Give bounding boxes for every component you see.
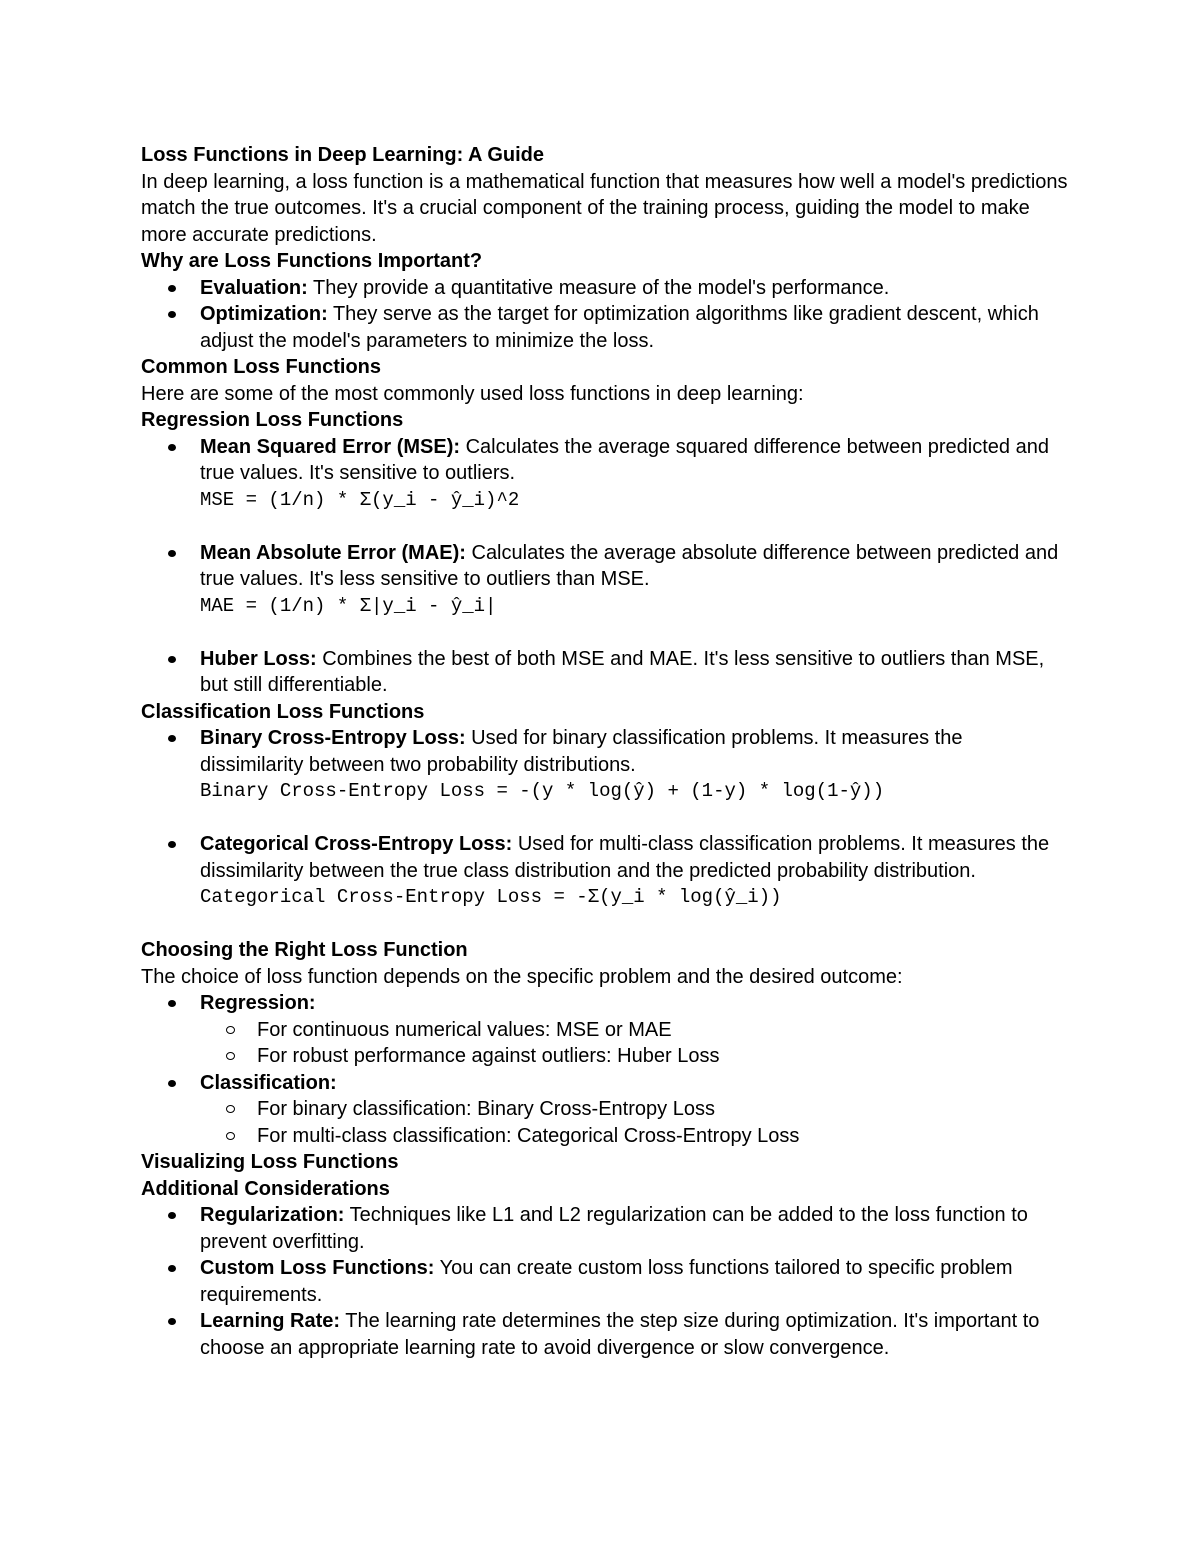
item-term: Classification:: [200, 1071, 337, 1094]
sub-list: [200, 1017, 1071, 1070]
list-item: [141, 990, 1071, 1070]
item-term: Evaluation:: [200, 276, 308, 299]
list-item: [141, 275, 1071, 302]
item-text: Calculates the average absolute difference between predicted and true values. It's less sensitive to outliers than MSE.: [200, 541, 1059, 590]
item-term: Huber Loss:: [200, 647, 317, 670]
list-item: [141, 1308, 1071, 1361]
item-term: Binary Cross-Entropy Loss:: [200, 727, 466, 749]
list-item: [141, 646, 1071, 699]
item-term: Optimization:: [200, 303, 328, 325]
classification-list: [141, 725, 1071, 937]
why-list: [141, 275, 1071, 355]
item-term: Regression:: [200, 992, 316, 1014]
common-heading: Common Loss Functions: [141, 356, 381, 378]
list-item: [141, 434, 1071, 540]
list-item: [141, 301, 1071, 354]
mse-formula: MSE = (1/n) * Σ(y_i - ŷ_i)^2: [200, 488, 520, 511]
item-text: They provide a quantitative measure of the model's performance.: [307, 276, 890, 299]
regression-list: [141, 434, 1071, 699]
sub-list-item: For multi-class classification: Categorical Cross-Entropy Loss: [200, 1123, 1071, 1150]
list-item: [141, 1255, 1071, 1308]
item-text: Calculates the average squared difference between predicted and true values. It's sensitive to outliers.: [200, 435, 1049, 484]
sub-list-item: For binary classification: Binary Cross-Entropy Loss: [200, 1096, 1071, 1123]
item-text: Techniques like L1 and L2 regularization can be added to the loss function to prevent overfitting.: [200, 1204, 1028, 1253]
intro-paragraph: In deep learning, a loss function is a mathematical function that measures how well a model's predictions match the true outcomes. It's a crucial component of the training process, guiding the model to make more accurate predictions.: [141, 170, 1068, 246]
document-page: [141, 142, 1071, 1361]
list-item: [141, 725, 1071, 831]
cce-formula: Categorical Cross-Entropy Loss = -Σ(y_i * log(ŷ_i)): [200, 886, 782, 908]
item-text: You can create custom loss functions tailored to specific problem requirements.: [200, 1257, 1013, 1306]
choosing-paragraph: The choice of loss function depends on the specific problem and the desired outcome:: [141, 965, 903, 988]
list-item: [141, 1202, 1071, 1255]
item-text: They serve as the target for optimization algorithms like gradient descent, which adjust the model's parameters to minimize the loss.: [200, 303, 1039, 352]
item-text: Combines the best of both MSE and MAE. It's less sensitive to outliers than MSE, but still differentiable.: [200, 647, 1045, 696]
sub-list-item: For continuous numerical values: MSE or MAE: [200, 1017, 1071, 1044]
item-text: Used for multi-class classification problems. It measures the dissimilarity between the true class distribution and the predicted probability distribution.: [200, 833, 1050, 882]
additional-heading: Additional Considerations: [141, 1177, 390, 1200]
regression-heading: Regression Loss Functions: [141, 409, 404, 431]
item-term: Categorical Cross-Entropy Loss:: [200, 833, 513, 855]
list-item: [141, 540, 1071, 646]
choosing-heading: Choosing the Right Loss Function: [141, 939, 468, 961]
classification-heading: Classification Loss Functions: [141, 700, 425, 723]
choosing-list: [141, 990, 1071, 1149]
item-term: Regularization:: [200, 1204, 345, 1226]
why-heading: Why are Loss Functions Important?: [141, 250, 483, 272]
list-item: [141, 1070, 1071, 1150]
spacer: [200, 805, 1071, 832]
item-term: Mean Squared Error (MSE):: [200, 435, 461, 458]
item-text: The learning rate determines the step size during optimization. It's important to choose an appropriate learning rate to avoid divergence or slow convergence.: [200, 1310, 1040, 1359]
sub-list-item: For robust performance against outliers: Huber Loss: [200, 1043, 1071, 1070]
spacer: [200, 911, 1071, 938]
list-item: [141, 831, 1071, 937]
item-term: Custom Loss Functions:: [200, 1257, 435, 1279]
common-paragraph: Here are some of the most commonly used loss functions in deep learning:: [141, 382, 804, 405]
spacer: [200, 513, 1071, 540]
item-term: Learning Rate:: [200, 1310, 341, 1332]
sub-list: [200, 1096, 1071, 1149]
document-title: Loss Functions in Deep Learning: A Guide: [141, 144, 544, 166]
bce-formula: Binary Cross-Entropy Loss = -(y * log(ŷ) + (1-y) * log(1-ŷ)): [200, 780, 885, 802]
spacer: [200, 619, 1071, 646]
mae-formula: MAE = (1/n) * Σ|y_i - ŷ_i|: [200, 594, 497, 617]
item-text: Used for binary classification problems. It measures the dissimilarity between two probability distributions.: [200, 727, 963, 776]
visualizing-heading: Visualizing Loss Functions: [141, 1151, 399, 1173]
additional-list: [141, 1202, 1071, 1361]
item-term: Mean Absolute Error (MAE):: [200, 541, 466, 564]
